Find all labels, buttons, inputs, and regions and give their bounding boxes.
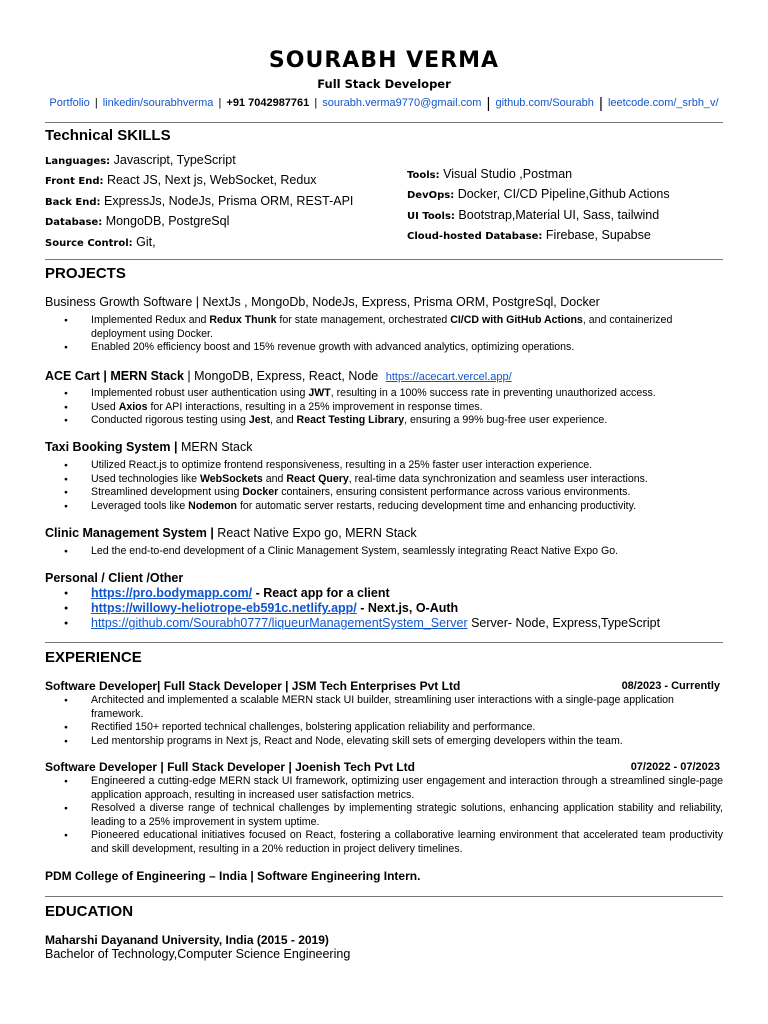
list-item: ● Led the end-to-end development of a Clinic Management System, seamlessly integrating React Native Expo Go. [91,545,723,559]
section-divider [45,896,723,897]
school-name: Maharshi Dayanand University, India (2015 - 2019) [45,933,329,947]
section-divider [45,122,723,123]
list-item: ● Utilized React.js to optimize frontend responsiveness, resulting in a 25% faster user interaction experience. [91,459,723,473]
section-divider [45,259,723,260]
list-item: ● https://github.com/Sourabh0777/liqueurManagementSystem_Server Server- Node, Express,TypeScript [91,616,723,631]
project-link[interactable]: https://willowy-heliotrope-eb591c.netlify.app/ [91,601,357,615]
github-link[interactable]: github.com/Sourabh [495,97,594,109]
list-item: ● Engineered a cutting-edge MERN stack UI framework, optimizing user engagement and interaction through a streamlined single-page application approach, resulting in increased user satisfaction metrics. [91,775,723,802]
contact-separator: | [218,97,222,109]
project-title: Taxi Booking System | MERN Stack [45,440,253,454]
job-bullets [91,775,723,856]
skill-row: Back End: ExpressJs, NodeJs, Prisma ORM, REST-API [45,193,354,208]
phone-number: +91 7042987761 [226,97,310,109]
skill-row: Front End: React JS, Next js, WebSocket, Redux [45,173,317,188]
job-date: 08/2023 - Currently [621,680,720,692]
list-item: ● Rectified 150+ reported technical challenges, bolstering application reliability and performance. [91,721,723,735]
project-title: ACE Cart | MERN Stack | MongoDB, Express, React, Node https://acecart.vercel.app/ [45,369,512,383]
job-date: 07/2022 - 07/2023 [630,761,720,773]
personal-links [91,586,723,631]
project-link[interactable]: https://pro.bodymapp.com/ [91,586,253,600]
project-title: Business Growth Software | NextJs , MongoDb, NodeJs, Express, Prisma ORM, PostgreSql, Docker [45,295,600,309]
list-item: ● Conducted rigorous testing using Jest, and React Testing Library, ensuring a 99% bug-free user experience. [91,414,723,428]
degree-name: Bachelor of Technology,Computer Science Engineering [45,947,351,961]
list-item: ● Implemented Redux and Redux Thunk for state management, orchestrated CI/CD with GitHub Actions, and containerized deployment using Docker. [91,314,723,341]
skill-row: Tools: Visual Studio ,Postman [407,167,573,181]
education-heading: EDUCATION [45,903,134,920]
experience-heading: EXPERIENCE [45,649,142,666]
skills-left-column [45,150,405,252]
skill-row: Languages: Javascript, TypeScript [45,153,236,167]
job-title: Software Developer| Full Stack Developer | JSM Tech Enterprises Pvt Ltd 08/2023 - Currently [45,679,720,693]
skill-row: UI Tools: Bootstrap,Material UI, Sass, tailwind [407,207,660,222]
skill-row: Source Control: Git, [45,234,156,249]
list-item: ● Streamlined development using Docker containers, ensuring consistent performance across various environments. [91,486,723,500]
list-item: ● Architected and implemented a scalable MERN stack UI builder, streamlining user interactions with a single-page application framework. [91,694,723,721]
contact-separator: | [486,95,491,112]
list-item: ● Led mentorship programs in Next js, React and Node, elevating skill sets of emerging developers within the team. [91,735,723,749]
project-title: Clinic Management System | React Native Expo go, MERN Stack [45,526,417,540]
list-item: ● https://pro.bodymapp.com/ - React app for a client [91,586,723,601]
list-item: ● Implemented robust user authentication using JWT, resulting in a 100% success rate in preventing unauthorized access. [91,387,723,401]
project-link[interactable]: https://github.com/Sourabh0777/liqueurManagementSystem_Server [91,616,468,630]
skill-row: Cloud-hosted Database: Firebase, Supabse [407,228,651,243]
candidate-role: Full Stack Developer [317,77,451,91]
project-bullets [91,387,723,428]
internship-title: PDM College of Engineering – India | Software Engineering Intern. [45,869,421,883]
portfolio-link[interactable]: Portfolio [49,97,90,109]
list-item: ● Used technologies like WebSockets and React Query, real-time data synchronization and seamless user interactions. [91,473,723,487]
skills-right-column [407,164,727,246]
project-bullets [91,545,723,559]
job-title: Software Developer | Full Stack Developer | Joenish Tech Pvt Ltd 07/2022 - 07/2023 [45,760,720,774]
list-item: ● Pioneered educational initiatives focused on React, fostering a collaborative learning environment that accelerated team productivity and skill development, resulting in a 20% reduction in project delivery timelines. [91,829,723,856]
contact-separator: | [598,95,603,112]
linkedin-link[interactable]: linkedin/sourabhverma [102,97,214,109]
list-item: ● Leveraged tools like Nodemon for automatic server restarts, reducing development time and enhancing productivity. [91,500,723,514]
project-bullets [91,314,723,355]
list-item: ● Resolved a diverse range of technical challenges by implementing strategic solutions, enhancing application stability and reliability, leading to a 25% improvement in system uptime. [91,802,723,829]
project-title: Personal / Client /Other [45,571,184,585]
contact-separator: | [314,97,318,109]
projects-heading: PROJECTS [45,265,126,282]
list-item: ● https://willowy-heliotrope-eb591c.netlify.app/ - Next.js, O-Auth [91,601,723,616]
list-item: ● Used Axios for API interactions, resulting in a 25% improvement in response times. [91,401,723,415]
list-item: ● Enabled 20% efficiency boost and 15% revenue growth with advanced analytics, optimizing operations. [91,341,723,355]
project-bullets [91,459,723,513]
skills-heading: Technical SKILLS [45,127,171,144]
candidate-name: SOURABH VERMA [268,48,500,73]
project-link[interactable]: https://acecart.vercel.app/ [385,371,512,383]
section-divider [45,642,723,643]
job-bullets [91,694,723,748]
skill-row: DevOps: Docker, CI/CD Pipeline,Github Actions [407,187,670,202]
leetcode-link[interactable]: leetcode.com/_srbh_v/ [607,97,719,109]
contact-line [45,95,723,112]
skill-row: Database: MongoDB, PostgreSql [45,214,230,229]
email-link[interactable]: sourabh.verma9770@gmail.com [322,97,482,109]
contact-separator: | [94,97,98,109]
